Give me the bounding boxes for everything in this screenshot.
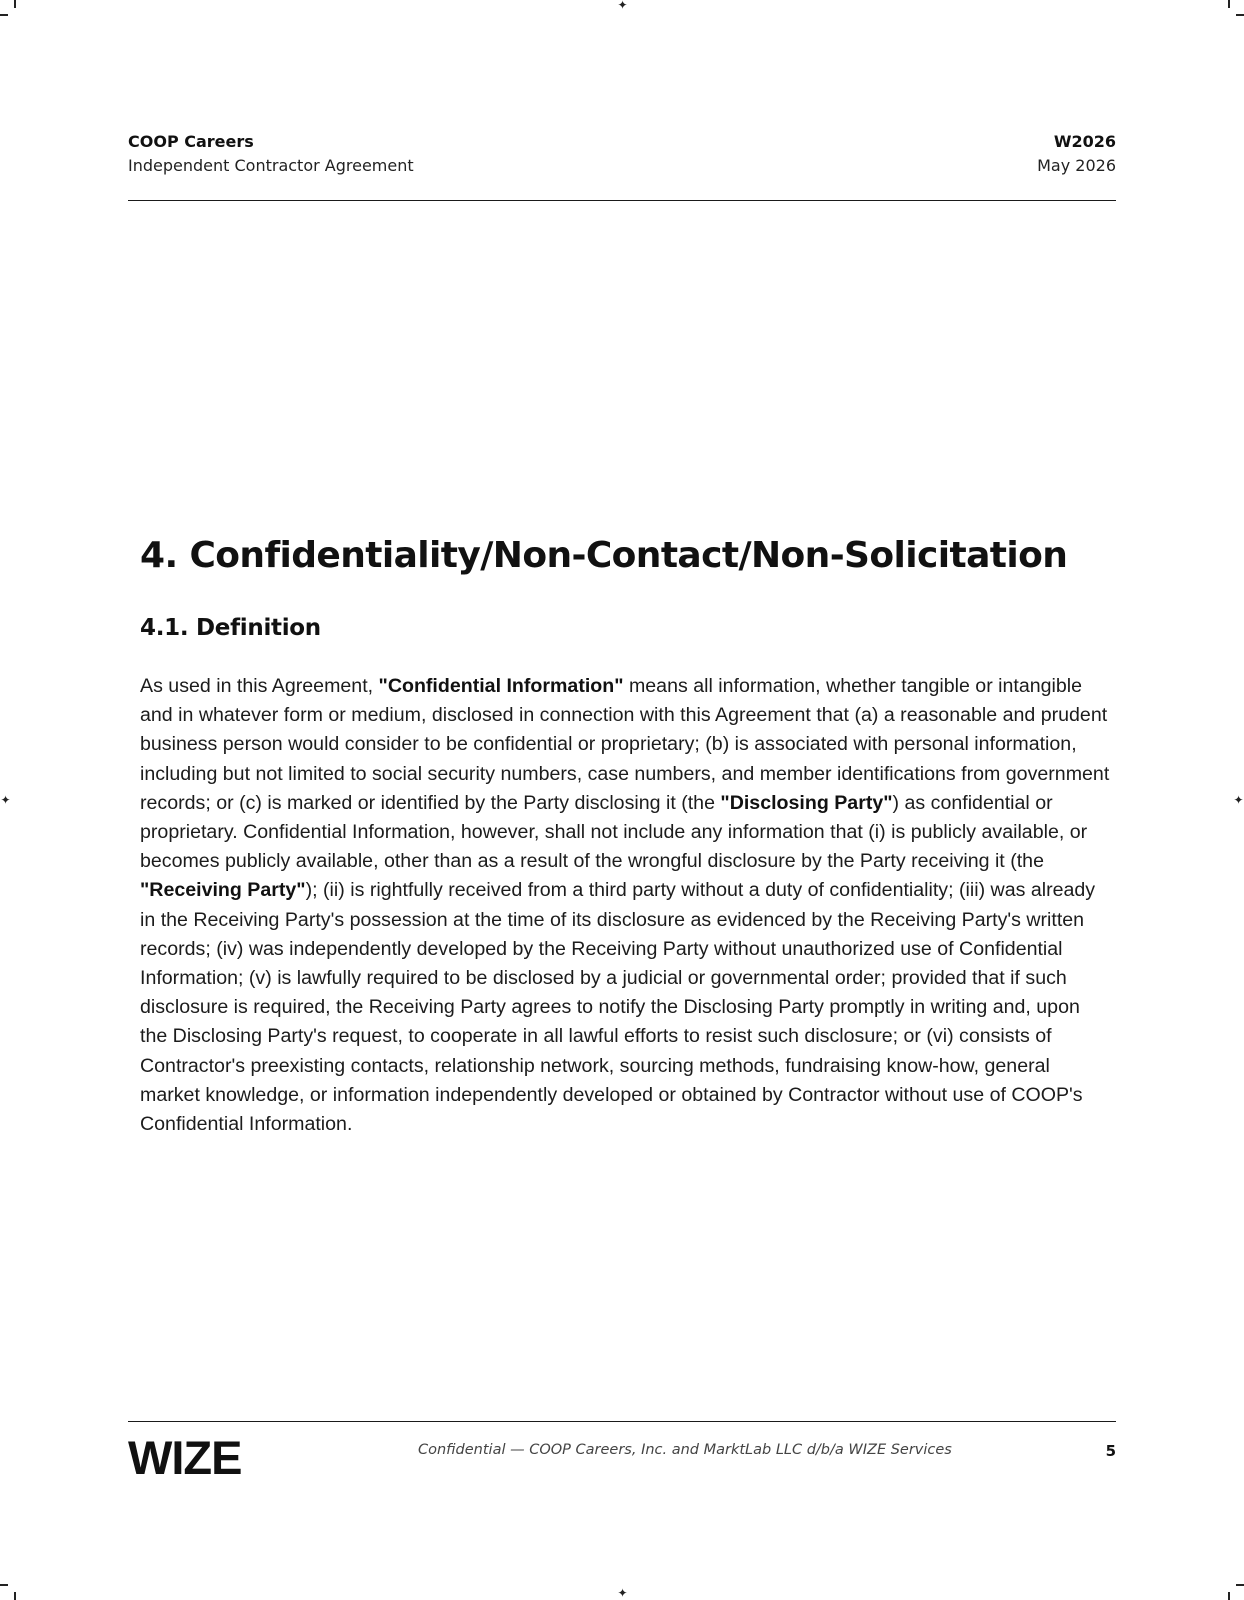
confidential-note: Confidential — COOP Careers, Inc. and MarktLab LLC d/b/a WIZE Services xyxy=(418,1442,952,1458)
crop-mark-bottom-right xyxy=(1236,1584,1244,1586)
section-title: 4. Confidentiality/Non-Contact/Non-Solicitation xyxy=(140,535,1068,576)
registration-mark-icon: ✦ xyxy=(1233,793,1244,807)
page-number: 5 xyxy=(1105,1442,1116,1460)
crop-mark-top-left xyxy=(14,0,16,8)
header-right xyxy=(1037,130,1116,178)
subsection-title: 4.1. Definition xyxy=(140,615,321,641)
crop-mark-top-right xyxy=(1228,0,1230,8)
page-header xyxy=(128,130,1116,201)
registration-mark-icon: ✦ xyxy=(0,793,11,807)
registration-mark-icon: ✦ xyxy=(617,0,628,12)
defined-term: "Disclosing Party" xyxy=(720,791,893,814)
paragraph-run: means all information, whether tangible or intangible and in whatever form or medium, disclosed in connection with this Agreement that (a) a reasonable and prudent business person would consider to be confidential or proprietary; (b) is associated with personal information, including but not limited to social security numbers, case numbers, and member identifications from government records; or (c) is marked or identified by the Party disclosing it (the xyxy=(140,675,1110,814)
crop-mark-bottom-left xyxy=(14,1592,16,1600)
crop-mark-top-right xyxy=(1236,14,1244,16)
wize-logo: WIZE xyxy=(128,1431,242,1484)
paragraph-run: As used in this Agreement, xyxy=(140,675,379,697)
defined-term: "Receiving Party" xyxy=(140,879,306,902)
crop-mark-bottom-left xyxy=(0,1584,8,1586)
definition-paragraph xyxy=(140,672,1110,1139)
crop-mark-bottom-right xyxy=(1228,1592,1230,1600)
company-name: COOP Careers xyxy=(128,132,254,151)
crop-mark-top-left xyxy=(0,14,8,16)
document-date: May 2026 xyxy=(1037,156,1116,175)
paragraph-run: ); (ii) is rightfully received from a third party without a duty of confidentiality; (iii) was already in the Receiving Party's possession at the time of its disclosure as evidenced by the Receiving Party's written records; (iv) was independently developed by the Receiving Party without unauthorized use of Confidential Information; (v) is lawfully required to be disclosed by a judicial or governmental order; provided that if such disclosure is required, the Receiving Party agrees to notify the Disclosing Party promptly in writing and, upon the Disclosing Party's request, to cooperate in all lawful efforts to resist such disclosure; or (vi) consists of Contractor's preexisting contacts, relationship network, sourcing methods, fundraising know-how, general market knowledge, or information independently developed or obtained by Contractor without use of COOP's Confidential Information. xyxy=(140,879,1096,1136)
header-left xyxy=(128,130,414,178)
paragraph-run: ) as confidential or proprietary. Confidential Information, however, shall not include any information that (i) is publicly available, or becomes publicly available, other than as a result of the wrongful disclosure by the Party receiving it (the xyxy=(140,791,1088,873)
registration-mark-icon: ✦ xyxy=(617,1586,628,1600)
main-content xyxy=(140,530,1110,1139)
document-code: W2026 xyxy=(1053,132,1116,151)
page-footer xyxy=(128,1421,1116,1482)
defined-term: "Confidential Information" xyxy=(378,675,624,697)
document-title: Independent Contractor Agreement xyxy=(128,156,414,175)
